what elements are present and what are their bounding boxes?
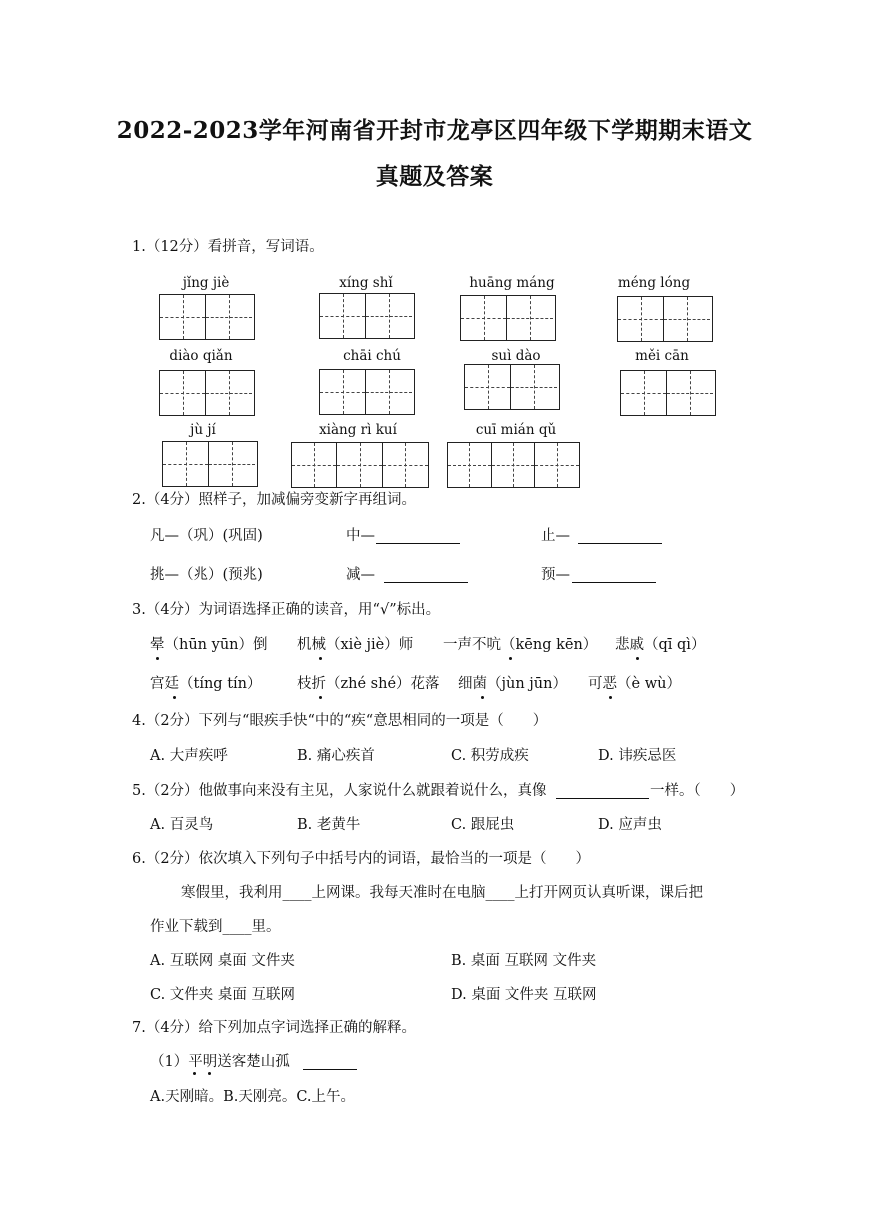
q6-passage-line2: 作业下载到____里。: [150, 919, 281, 935]
q1-grid-4[interactable]: [617, 296, 713, 342]
q7-stem: 7.（4分）给下列加点字词选择正确的解释。: [132, 1020, 417, 1036]
q4-option-d[interactable]: D. 讳疾忌医: [598, 748, 677, 764]
q1-grid-7[interactable]: [464, 364, 560, 410]
q5-option-b[interactable]: B. 老黄牛: [297, 817, 361, 833]
q1-grid-3[interactable]: [460, 295, 556, 341]
q1-pinyin-9: jù jí: [190, 422, 216, 438]
q2-item-3: 减—: [346, 567, 375, 583]
q7-sub1-answer[interactable]: [303, 1053, 357, 1070]
emphasis-dot: [319, 696, 322, 699]
q1-grid-8[interactable]: [620, 370, 716, 416]
q4-option-b[interactable]: B. 痛心疾首: [297, 748, 375, 764]
emphasis-dot: [173, 696, 176, 699]
emphasis-dot: [156, 657, 159, 660]
q3-word-5[interactable]: 宫廷（tíng tín）: [150, 676, 262, 692]
q1-pinyin-11: cuī mián qǔ: [475, 422, 557, 438]
q1-grid-5[interactable]: [159, 370, 255, 416]
q1-grid-1[interactable]: [159, 294, 255, 340]
emphasis-dot: [509, 657, 512, 660]
q3-word-6[interactable]: 枝折（zhé shé）花落: [297, 676, 440, 692]
q3-word-3[interactable]: 一声不吭（kēng kēn）: [443, 637, 598, 653]
q5-option-a[interactable]: A. 百灵鸟: [150, 817, 214, 833]
q1-pinyin-3: huāng máng: [469, 275, 555, 291]
q2-item-4: 预—: [541, 567, 570, 583]
q1-grid-9[interactable]: [162, 441, 258, 487]
q2-answer-3[interactable]: [384, 566, 468, 583]
q6-stem: 6.（2分）依次填入下列句子中括号内的词语，最恰当的一项是（ ）: [132, 851, 591, 867]
q1-pinyin-10: xiàng rì kuí: [319, 422, 397, 438]
q1-pinyin-6: chāi chú: [343, 348, 401, 364]
q3-word-7[interactable]: 细菌（jùn jūn）: [458, 676, 567, 692]
emphasis-dot: [193, 1072, 196, 1075]
q3-word-8[interactable]: 可恶（è wù）: [588, 676, 681, 692]
page-title-line2: 真题及答案: [375, 163, 494, 190]
q3-word-4[interactable]: 悲戚（qī qì）: [615, 637, 706, 653]
q2-example-1: 凡—（巩）(巩固): [150, 528, 263, 544]
emphasis-dot: [636, 657, 639, 660]
q1-grid-11[interactable]: [447, 442, 580, 488]
q6-option-d[interactable]: D. 桌面 文件夹 互联网: [451, 987, 597, 1003]
q1-pinyin-7: suì dào: [491, 348, 541, 364]
q2-answer-4[interactable]: [572, 566, 656, 583]
q2-item-1: 中—: [346, 528, 375, 544]
emphasis-dot: [609, 696, 612, 699]
q6-passage-line1: 寒假里，我利用____上网课。我每天准时在电脑____上打开网页认真听课，课后把: [181, 885, 703, 901]
q6-option-b[interactable]: B. 桌面 互联网 文件夹: [451, 953, 597, 969]
emphasis-dot: [208, 1072, 211, 1075]
page-title-line1: 2022-2023学年河南省开封市龙亭区四年级下学期期末语文: [116, 117, 753, 144]
q1-grid-2[interactable]: [319, 293, 415, 339]
q1-pinyin-5: diào qiǎn: [169, 348, 233, 364]
q5-stem: 5.（2分）他做事向来没有主见，人家说什么就跟着说什么，真像: [132, 783, 547, 799]
q5-option-d[interactable]: D. 应声虫: [598, 817, 662, 833]
q5-option-c[interactable]: C. 跟屁虫: [451, 817, 515, 833]
q1-pinyin-2: xíng shǐ: [339, 275, 393, 291]
q7-sub1: （1）平明送客楚山孤: [150, 1054, 290, 1070]
q2-example-2: 挑—（兆）(预兆): [150, 567, 263, 583]
q5-answer-blank[interactable]: [556, 782, 649, 799]
q3-word-1[interactable]: 晕（hūn yūn）倒: [150, 637, 268, 653]
q5-stem-end: 一样。（ ）: [650, 783, 745, 799]
q3-stem: 3.（4分）为词语选择正确的读音，用“√”标出。: [132, 602, 441, 618]
q2-item-2: 止—: [541, 528, 570, 544]
q1-grid-10[interactable]: [291, 442, 429, 488]
q1-grid-6[interactable]: [319, 369, 415, 415]
emphasis-dot: [481, 696, 484, 699]
q2-stem: 2.（4分）照样子，加减偏旁变新字再组词。: [132, 492, 417, 508]
q4-option-c[interactable]: C. 积劳成疾: [451, 748, 529, 764]
q1-pinyin-1: jǐng jiè: [182, 275, 230, 291]
q1-pinyin-8: měi cān: [635, 348, 689, 364]
q2-answer-1[interactable]: [376, 527, 460, 544]
q6-option-c[interactable]: C. 文件夹 桌面 互联网: [150, 987, 296, 1003]
q3-word-2[interactable]: 机械（xiè jiè）师: [297, 637, 414, 653]
q1-stem: 1.（12分）看拼音，写词语。: [132, 239, 324, 255]
q2-answer-2[interactable]: [578, 527, 662, 544]
q1-pinyin-4: méng lóng: [617, 275, 691, 291]
q4-stem: 4.（2分）下列与“眼疾手快“中的“疾“意思相同的一项是（ ）: [132, 713, 548, 729]
emphasis-dot: [319, 657, 322, 660]
q7-sub1-options: A.天刚暗。B.天刚亮。C.上午。: [150, 1089, 356, 1105]
q4-option-a[interactable]: A. 大声疾呼: [150, 748, 228, 764]
q6-option-a[interactable]: A. 互联网 桌面 文件夹: [150, 953, 295, 969]
